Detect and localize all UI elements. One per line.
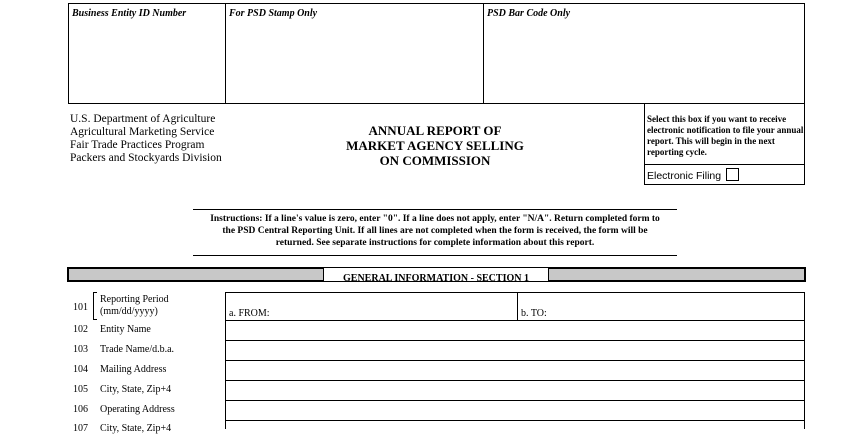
from-label: a. FROM: [229, 308, 270, 319]
mailing-address-field[interactable] [225, 360, 805, 381]
psd-stamp-label: For PSD Stamp Only [229, 8, 318, 19]
instructions-top-rule [193, 209, 677, 210]
instructions-line-2: the PSD Central Reporting Unit. If all lines are not completed when the form is received, the form will be [222, 226, 648, 236]
row-101-number: 101 [73, 302, 88, 313]
business-entity-id-box[interactable] [68, 3, 226, 104]
row-105-number: 105 [73, 384, 88, 395]
row-101-bracket [93, 292, 97, 320]
title-line-3: ON COMMISSION [379, 153, 491, 168]
business-entity-id-label: Business Entity ID Number [72, 8, 187, 19]
psd-barcode-box [483, 3, 805, 104]
trade-name-field[interactable] [225, 340, 805, 361]
electronic-filing-checkbox[interactable] [726, 168, 739, 181]
section-title: GENERAL INFORMATION - SECTION 1 [343, 273, 529, 284]
row-101-label [100, 294, 169, 318]
electronic-box-divider [644, 164, 805, 165]
row-103-label: Trade Name/d.b.a. [100, 344, 175, 355]
electronic-note-line-2: electronic notification to file your annual [647, 125, 804, 135]
electronic-box-left-border [644, 104, 645, 185]
electronic-box-bottom-border [644, 184, 805, 185]
psd-barcode-label: PSD Bar Code Only [487, 8, 571, 19]
row-101-label-line-2: (mm/dd/yyyy) [100, 306, 158, 317]
row-103-number: 103 [73, 344, 88, 355]
agency-line-1: U.S. Department of Agriculture [70, 113, 216, 125]
electronic-note-line-4: reporting cycle. [647, 147, 707, 157]
mailing-city-state-zip-field[interactable] [225, 380, 805, 401]
title-line-1: ANNUAL REPORT OF [368, 123, 502, 138]
instructions-bottom-rule [193, 255, 677, 256]
entity-name-field[interactable] [225, 320, 805, 341]
electronic-note [647, 114, 805, 158]
row-107-label: City, State, Zip+4 [100, 423, 172, 434]
row-106-number: 106 [73, 404, 88, 415]
reporting-period-to-field[interactable] [517, 292, 805, 321]
row-107-number: 107 [73, 423, 88, 434]
row-102-label: Entity Name [100, 324, 151, 335]
reporting-period-from-field[interactable] [225, 292, 518, 321]
row-101-label-line-1: Reporting Period [100, 294, 169, 305]
row-105-label: City, State, Zip+4 [100, 384, 172, 395]
electronic-note-line-3: report. This will begin in the next [647, 136, 775, 146]
instructions [170, 213, 700, 249]
agency-line-2: Agricultural Marketing Service [70, 126, 215, 138]
operating-address-field[interactable] [225, 400, 805, 421]
instructions-line-3: returned. See separate instructions for complete information about this report. [275, 238, 595, 248]
row-104-number: 104 [73, 364, 88, 375]
to-label: b. TO: [521, 308, 547, 319]
form-title [305, 123, 565, 168]
instructions-line-1: Instructions: If a line's value is zero, enter "0". If a line does not apply, enter "N/A". Return completed form to [210, 214, 660, 224]
title-line-2: MARKET AGENCY SELLING [346, 138, 524, 153]
electronic-filing-label: Electronic Filing [647, 170, 722, 182]
row-106-label: Operating Address [100, 404, 175, 415]
agency-block [70, 113, 250, 165]
operating-city-state-zip-field[interactable] [225, 420, 805, 429]
electronic-note-line-1: Select this box if you want to receive [647, 114, 787, 124]
psd-stamp-box [225, 3, 484, 104]
agency-line-3: Fair Trade Practices Program [70, 139, 205, 151]
row-104-label: Mailing Address [100, 364, 167, 375]
agency-line-4: Packers and Stockyards Division [70, 152, 222, 164]
section-header-label-box [323, 268, 549, 284]
row-102-number: 102 [73, 324, 88, 335]
